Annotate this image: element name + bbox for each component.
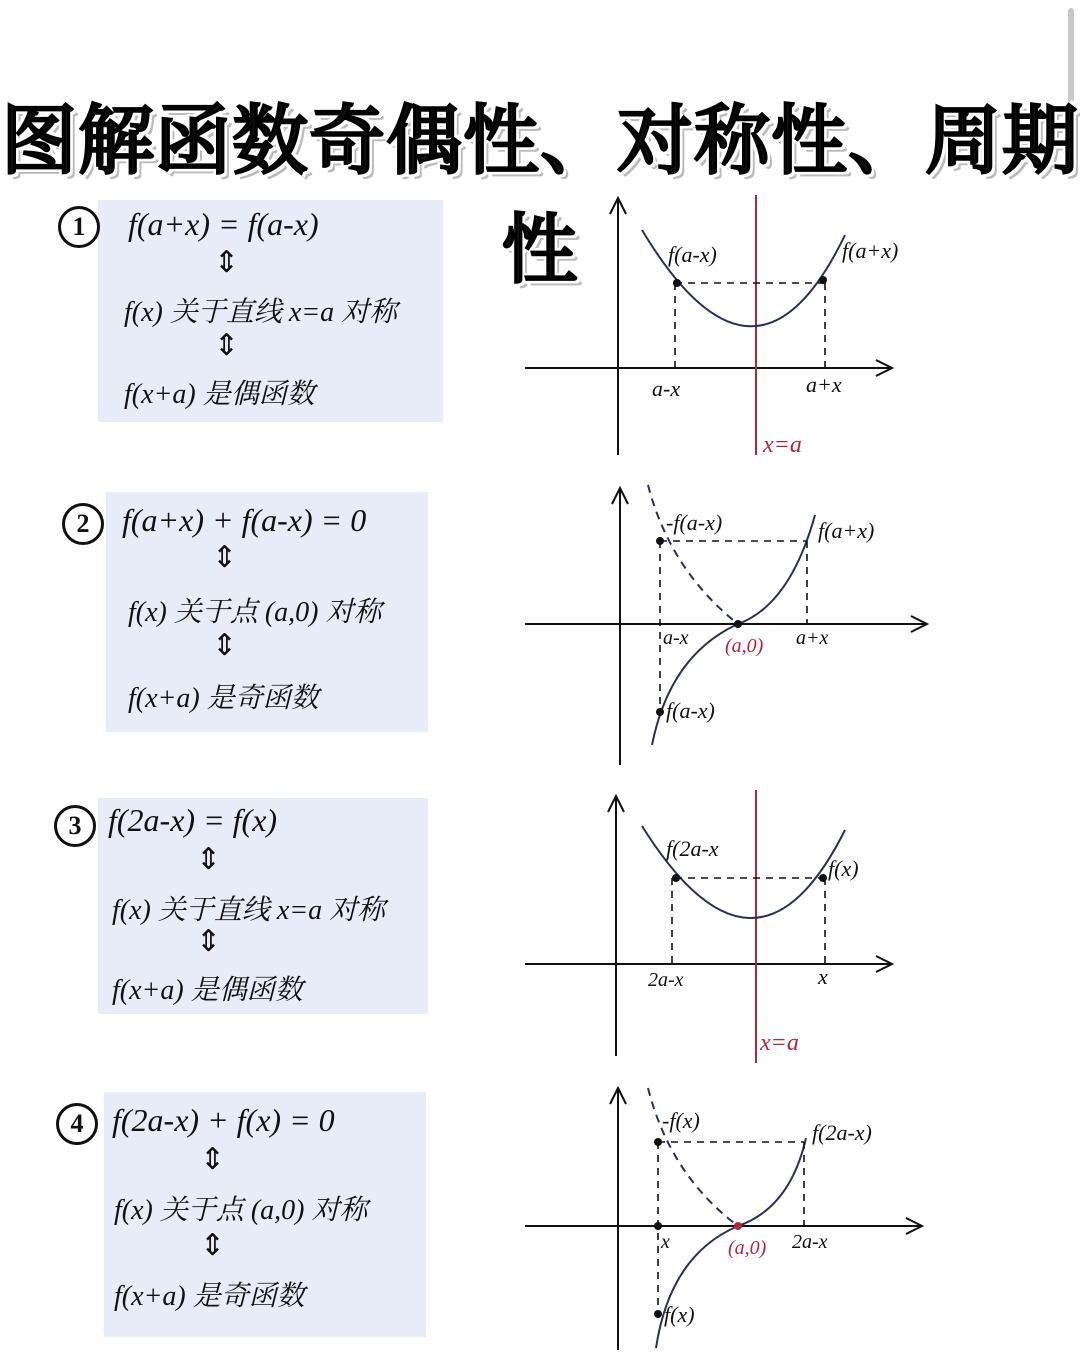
graph-1 <box>520 190 910 465</box>
equivalence-arrow-icon: ⇕ <box>196 924 222 959</box>
meaning-1: f(x) 关于直线 x=a 对称 <box>124 297 398 328</box>
label-bottom: f(a-x) <box>666 698 715 723</box>
equivalence-arrow-icon: ⇕ <box>214 245 240 280</box>
label-top-right: f(a+x) <box>818 518 875 543</box>
tick-left: a-x <box>663 627 689 649</box>
point-right <box>819 874 827 882</box>
tick-right: a+x <box>806 372 842 397</box>
tick-right: x <box>818 964 828 989</box>
condition-2: f(a+x) + f(a-x) = 0 <box>122 502 367 538</box>
section-number-3: 3 <box>54 805 96 847</box>
conclusion-3: f(x+a) 是偶函数 <box>112 975 303 1006</box>
axis-label: x=a <box>760 1030 799 1056</box>
condition-3: f(2a-x) = f(x) <box>108 802 278 838</box>
section-number-1: 1 <box>58 206 100 248</box>
equivalence-arrow-icon: ⇕ <box>214 328 240 363</box>
condition-1: f(a+x) = f(a-x) <box>128 206 319 242</box>
tick-center: (a,0) <box>725 635 764 657</box>
reflected-curve <box>648 485 738 624</box>
tick-center: (a,0) <box>728 1237 767 1259</box>
graph-3 <box>520 788 910 1068</box>
label-right: f(x) <box>828 856 859 881</box>
tick-right: a+x <box>796 627 829 649</box>
point-bottom-left <box>656 708 664 716</box>
tick-left: x <box>661 1231 670 1253</box>
point-bottom-left <box>654 1310 662 1318</box>
section-number-2: 2 <box>62 503 104 545</box>
label-left: f(a-x) <box>668 242 717 267</box>
point-x <box>654 1222 662 1230</box>
point-top-left <box>654 1138 662 1146</box>
point-left <box>673 279 681 287</box>
conclusion-2: f(x+a) 是奇函数 <box>128 683 319 714</box>
condition-4: f(2a-x) + f(x) = 0 <box>112 1102 335 1138</box>
label-top-right: f(2a-x) <box>812 1120 872 1145</box>
conclusion-4: f(x+a) 是奇函数 <box>114 1281 305 1312</box>
conclusion-1: f(x+a) 是偶函数 <box>124 379 315 410</box>
point-top-left <box>656 537 664 545</box>
label-top-left: -f(a-x) <box>666 510 723 535</box>
label-bottom: f(x) <box>664 1302 695 1327</box>
tick-left: a-x <box>652 376 681 401</box>
label-left: f(2a-x <box>666 836 719 861</box>
tick-left: 2a-x <box>648 969 684 991</box>
equivalence-arrow-icon: ⇕ <box>212 628 238 663</box>
point-right <box>819 276 827 284</box>
axis-label: x=a <box>763 432 802 458</box>
meaning-3: f(x) 关于直线 x=a 对称 <box>112 895 386 926</box>
graph-2 <box>520 480 940 770</box>
page-title: 图解函数奇偶性、对称性、周期性 <box>1 96 1079 294</box>
point-center <box>734 620 742 628</box>
point-center <box>734 1222 742 1230</box>
equivalence-arrow-icon: ⇕ <box>200 1228 226 1263</box>
meaning-4: f(x) 关于点 (a,0) 对称 <box>114 1195 368 1226</box>
meaning-2: f(x) 关于点 (a,0) 对称 <box>128 597 382 628</box>
point-left <box>672 874 680 882</box>
label-top-left: -f(x) <box>662 1108 700 1133</box>
tick-right: 2a-x <box>792 1231 828 1253</box>
equivalence-arrow-icon: ⇕ <box>212 540 238 575</box>
section-number-4: 4 <box>56 1103 98 1145</box>
graph-4 <box>520 1080 940 1355</box>
equivalence-arrow-icon: ⇕ <box>196 842 222 877</box>
equivalence-arrow-icon: ⇕ <box>200 1142 226 1177</box>
label-right: f(a+x) <box>842 238 899 263</box>
